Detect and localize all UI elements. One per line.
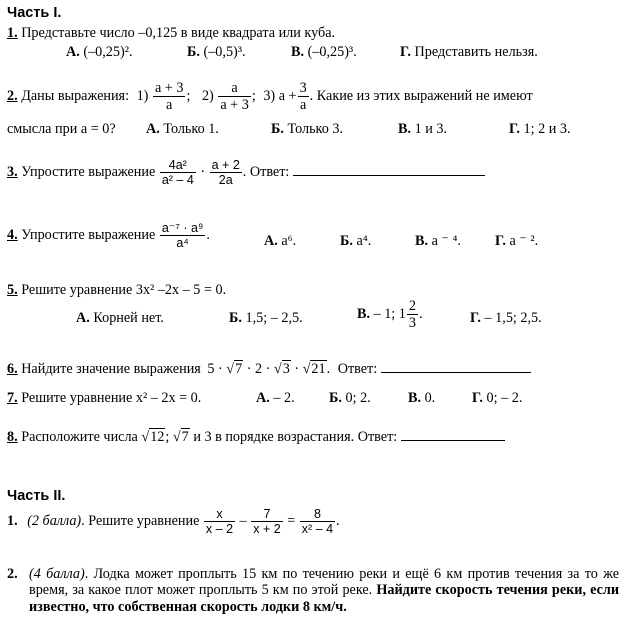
question-number: 2. [7,88,18,105]
answer-blank[interactable] [293,175,485,176]
task-text-bold: Найдите скорость течения реки, если известно, что собственная скорость лодки 8 км/ч. [29,582,620,615]
task-points: (2 балла) [27,513,82,530]
question-7 [7,390,201,406]
sqrt: √7 [172,429,189,445]
question-2: 2. Даны выражения: 1) $\frac{a + 3}{a}$ ; 2) $\frac{a}{a + 3}$ ; 3) a + $\frac{3}{a}$ . Какие из этих выражений не имеют [7,80,533,114]
q2-option-b[interactable]: Б. Только 3. [271,121,343,137]
task-text: . Лодка может проплыть 15 км по течению реки и ещё 6 км против течения за [84,566,580,582]
question-number: 5. [7,282,18,298]
question-8: 8. Расположите числа √12; √7 и 3 в порядке возрастания. Ответ: [7,429,505,445]
q4-option-a[interactable]: А. a⁶. [264,233,297,249]
answer-blank[interactable] [401,440,505,441]
question-4: 4. Упростите выражение $\frac{\text{a⁻⁷ · a⁹}}{\text{a⁴}}$ . [7,221,210,251]
q2-option-a[interactable]: А. Только 1. [146,121,219,137]
q2-option-c[interactable]: В. 1 и 3. [398,121,447,137]
sqrt: √3 [273,361,290,377]
fraction: $\frac{a + 3}{a}$ [154,80,184,114]
question-number: 4. [7,227,18,244]
q4-option-c[interactable]: В. a ⁻ ⁴. [415,233,461,249]
q2-line2: смысла при а = 0? [7,121,116,137]
sqrt: √12 [141,429,165,445]
question-1 [7,25,335,41]
question-text: Расположите числа [21,429,138,445]
fraction: $\frac{3}{a}$ [299,80,307,114]
part2-title: Часть II. [7,488,66,504]
fraction: $\frac{\text{a⁻⁷ · a⁹}}{\text{a⁴}}$ [161,221,204,251]
q1-option-c[interactable]: В. (–0,25)³. [291,44,357,60]
fraction: $\frac{2}{3}$ [408,298,416,332]
question-text: Решите уравнение 3x² –2x – 5 = 0. [21,282,227,298]
question-3: 3. Упростите выражение $\frac{\text{4a²}}{\text{a² – 4}}$ · $\frac{a + 2}{2a}$ . Ответ: [7,158,485,188]
fraction: $\frac{8}{\text{x² – 4}}$ [301,507,334,537]
question-number: 6. [7,361,18,377]
fraction: $\frac{\text{4a²}}{\text{a² – 4}}$ [161,158,194,188]
question-text: Упростите выражение [21,227,156,244]
q5-option-c[interactable]: В. – 1; 1 $\frac{2}{3}$ . [357,298,423,332]
fraction: $\frac{x}{x - 2}$ [205,507,234,537]
task-2-number: 2. [7,566,18,582]
q5-option-d[interactable]: Г. – 1,5; 2,5. [470,310,542,326]
answer-blank[interactable] [381,372,531,373]
sqrt: √21 [302,361,326,377]
q4-option-d[interactable]: Г. a ⁻ ². [495,233,539,249]
q4-option-b[interactable]: Б. a⁴. [340,233,372,249]
question-number: 3. [7,164,18,181]
task-number: 1. [7,513,18,530]
question-text: Упростите выражение [21,164,156,181]
question-text: Даны выражения: [21,88,130,105]
q2-option-d[interactable]: Г. 1; 2 и 3. [509,121,571,137]
q1-option-b[interactable]: Б. (–0,5)³. [187,44,246,60]
q1-option-d[interactable]: Г. Представить нельзя. [400,44,538,60]
task-points: (4 балла) [29,566,85,582]
task-1: 1. (2 балла). Решите уравнение $\frac{x}{x - 2}$ – $\frac{7}{x + 2}$ = $\frac{8}{\text{x² – 4}}$ . [7,507,340,537]
question-5 [7,282,226,298]
question-6: 6. Найдите значение выражения 5 · √7 · 2 · √3 · √21. Ответ: [7,361,531,377]
q7-option-a[interactable]: А. – 2. [256,390,295,406]
question-text: Представьте число –0,125 в виде квадрата или куба. [21,25,336,41]
sqrt: √7 [226,361,243,377]
part1-title: Часть I. [7,5,62,21]
task-2: (4 балла). Лодка может проплыть 15 км по течению реки и ещё 6 км против течения за то же время, за какое плот может проплыть 5 км по этой реке. Найдите скорость течения реки, если известно, что собственная скорость лодки 8 км/ч. [29,566,620,615]
q5-option-a[interactable]: А. Корней нет. [76,310,164,326]
task-text: . Решите уравнение [81,513,200,530]
question-text: Решите уравнение x² – 2x = 0. [21,390,202,406]
question-number: 1. [7,25,18,41]
q7-option-c[interactable]: В. 0. [408,390,436,406]
fraction: $\frac{a + 2}{2a}$ [211,158,240,188]
question-number: 7. [7,390,18,406]
q5-option-b[interactable]: Б. 1,5; – 2,5. [229,310,303,326]
question-text: Найдите значение выражения [21,361,201,377]
question-number: 8. [7,429,18,445]
q7-option-b[interactable]: Б. 0; 2. [329,390,371,406]
q7-option-d[interactable]: Г. 0; – 2. [472,390,523,406]
q1-option-a[interactable]: А. (–0,25)². [66,44,133,60]
fraction: $\frac{a}{a + 3}$ [220,80,249,114]
fraction: $\frac{7}{x + 2}$ [253,507,281,537]
